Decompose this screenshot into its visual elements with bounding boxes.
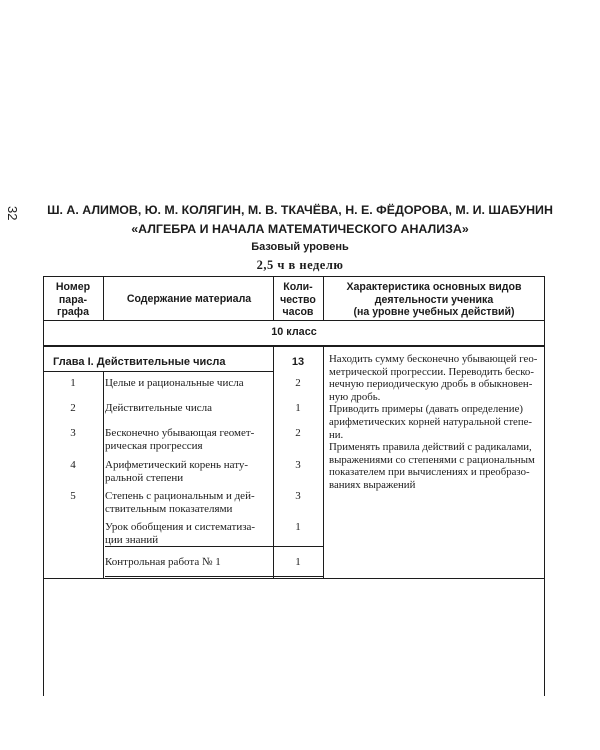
authors-line: Ш. А. АЛИМОВ, Ю. М. КОЛЯГИН, М. В. ТКАЧЁВА, Н. Е. ФЁДОРОВА, М. И. ШАБУНИН xyxy=(47,203,553,217)
row-1-hours: 2 xyxy=(295,377,301,389)
row-4-number: 4 xyxy=(70,459,76,471)
header-hours-line-1: Коли- xyxy=(283,281,313,293)
row-5-number: 5 xyxy=(70,490,76,502)
page-number: 32 xyxy=(5,206,20,221)
header-number-line-2: пара- xyxy=(58,293,88,306)
header-divider xyxy=(43,320,545,321)
table-border-left xyxy=(43,276,44,696)
row-6-topic-line-1: Урок обобщения и систематиза- xyxy=(105,521,256,533)
row-3-topic-line-2: рическая прогрессия xyxy=(105,440,203,452)
row-7-topic: Контрольная работа № 1 xyxy=(105,556,221,568)
char-p3-line-1: Применять правила действий с радикалами, xyxy=(329,441,532,454)
characteristics-paragraph-3 xyxy=(329,441,541,491)
header-hours xyxy=(273,281,323,319)
col-divider-1-body xyxy=(103,371,104,578)
row-5-topic-line-1: Степень с рациональным и дей- xyxy=(105,490,255,502)
col-divider-1-head xyxy=(103,276,104,321)
row-6-topic xyxy=(105,521,271,547)
col-divider-3-body xyxy=(323,346,324,578)
characteristics-text xyxy=(329,353,541,492)
header-content: Содержание материала xyxy=(126,293,252,305)
col-divider-3-head xyxy=(323,276,324,321)
chapter-divider xyxy=(43,371,273,372)
header-number-line-3: графа xyxy=(57,306,89,318)
char-p3-line-4: ваниях выражений xyxy=(329,478,416,491)
char-p3-line-3: показателем при вычислениях и преобразо- xyxy=(329,466,530,479)
chapter-hours: 13 xyxy=(291,356,305,368)
hours-per-week: 2,5 ч в неделю xyxy=(256,258,344,272)
row-3-topic xyxy=(105,427,271,453)
row-2-topic: Действительные числа xyxy=(105,402,212,414)
table-border-right xyxy=(544,276,545,696)
row-4-hours: 3 xyxy=(295,459,301,471)
level-label: Базовый уровень xyxy=(251,241,349,253)
row-1-number: 1 xyxy=(70,377,76,389)
header-number xyxy=(43,281,103,319)
row-2-hours: 1 xyxy=(295,402,301,414)
header-char-line-2: деятельности ученика xyxy=(374,293,494,306)
row-6-hours: 1 xyxy=(295,521,301,533)
row-5-topic xyxy=(105,490,271,516)
characteristics-paragraph-2 xyxy=(329,403,541,441)
char-p1-line-2: метрической прогрессии. Переводить беско- xyxy=(329,365,534,378)
row-3-hours: 2 xyxy=(295,427,301,439)
char-p2-line-2: арифметических корней натуральной степе- xyxy=(329,415,533,428)
char-p1-line-3: нечную периодическую дробь в обыкновен- xyxy=(329,378,533,391)
char-p2-line-1: Приводить примеры (давать определение) xyxy=(329,403,523,416)
row-2-number: 2 xyxy=(70,402,76,414)
table-border-top xyxy=(43,276,545,277)
char-p2-line-3: ни. xyxy=(329,428,344,441)
row-4-topic-line-2: ральной степени xyxy=(105,472,184,484)
table-section-bottom xyxy=(43,578,545,579)
chapter-title: Глава I. Действительные числа xyxy=(53,356,226,368)
header-char-line-1: Характеристика основных видов xyxy=(346,281,522,293)
char-p1-line-1: Находить сумму бесконечно убывающей гео- xyxy=(329,353,538,365)
char-p3-line-2: выражениями со степенями с рациональным xyxy=(329,453,535,466)
curriculum-table xyxy=(43,276,545,696)
row-1-topic: Целые и рациональные числа xyxy=(105,377,244,389)
book-title: «АЛГЕБРА И НАЧАЛА МАТЕМАТИЧЕСКОГО АНАЛИЗА» xyxy=(131,222,469,236)
class-label: 10 класс xyxy=(271,326,317,338)
row-4-topic xyxy=(105,459,271,485)
row-7-hours: 1 xyxy=(295,556,301,568)
row-3-topic-line-1: Бесконечно убывающая геомет- xyxy=(105,427,255,439)
row-3-number: 3 xyxy=(70,427,76,439)
header-number-line-1: Номер xyxy=(55,281,91,293)
header-char-line-3: (на уровне учебных действий) xyxy=(353,306,515,318)
char-p1-line-4: ную дробь. xyxy=(329,390,381,403)
characteristics-paragraph-1 xyxy=(329,353,541,403)
header-hours-line-3: часов xyxy=(282,306,314,318)
summary-row-divider-2 xyxy=(105,576,323,577)
row-5-hours: 3 xyxy=(295,490,301,502)
header-hours-line-2: чество xyxy=(280,293,316,306)
row-4-topic-line-1: Арифметический корень нату- xyxy=(105,459,249,471)
row-6-topic-line-2: ции знаний xyxy=(105,534,159,546)
class-row-divider-2 xyxy=(43,346,545,347)
row-5-topic-line-2: ствительным показателями xyxy=(105,503,233,515)
header-characteristics xyxy=(325,281,543,319)
